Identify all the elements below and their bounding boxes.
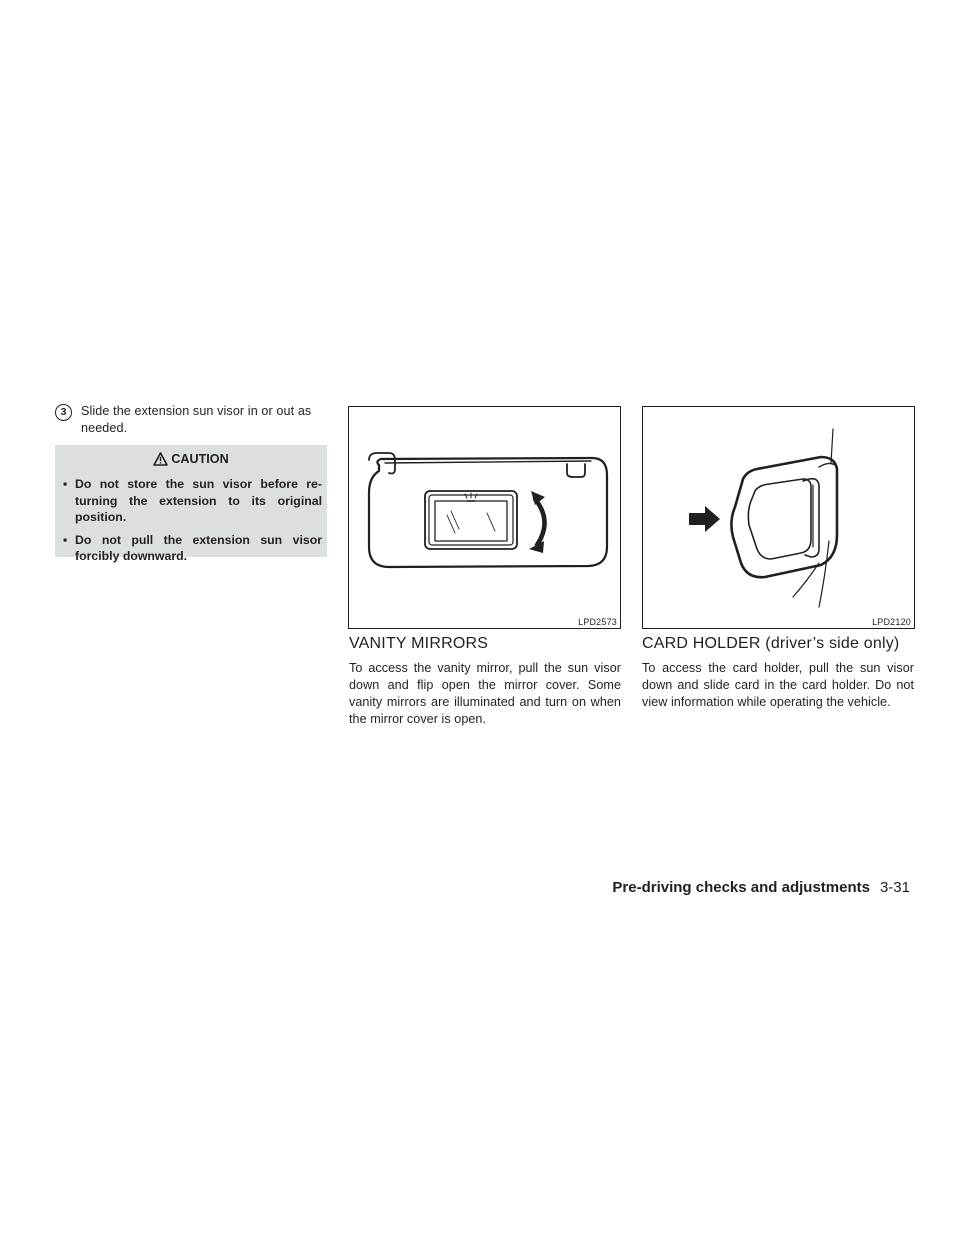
caution-box xyxy=(55,445,327,563)
page-footer xyxy=(612,878,910,898)
bullet-icon: ▪ xyxy=(63,477,68,491)
page-number: 3-31 xyxy=(879,879,910,896)
card-holder-figure xyxy=(642,406,915,629)
step-number-badge: 3 xyxy=(55,404,72,421)
step-3 xyxy=(55,403,327,437)
figure-id: LPD2120 xyxy=(872,617,911,627)
pointer-arrow xyxy=(689,506,720,532)
card-holder-illustration xyxy=(643,407,914,628)
section-body-vanity-mirrors: To access the vanity mirror, pull the sun visor down and flip open the mirror cover. Some vanity mirrors are illuminated and turn on when the mirror cover is open. xyxy=(349,661,621,726)
figure-id: LPD2573 xyxy=(578,617,617,627)
warning-triangle-icon xyxy=(153,452,168,466)
step-3-text: Slide the extension sun visor in or out as needed. xyxy=(81,404,312,435)
caution-item xyxy=(61,532,322,565)
caution-title: CAUTION xyxy=(171,452,229,466)
footer-section-title: Pre-driving checks and adjustments xyxy=(612,879,870,896)
sun-visor-illustration xyxy=(349,407,620,628)
caution-item-text: Do not pull the extension sun visor forcibly downward. xyxy=(75,532,322,563)
caution-heading xyxy=(55,451,327,468)
caution-item xyxy=(61,476,322,526)
vanity-mirror-figure xyxy=(348,406,621,629)
section-body-card-holder: To access the card holder, pull the sun visor down and slide card in the card holder. Do not view information while operating the vehicle. xyxy=(642,661,914,709)
caution-list xyxy=(61,476,322,571)
bullet-icon: ▪ xyxy=(63,532,68,547)
section-heading-vanity-mirrors: VANITY MIRRORS xyxy=(349,635,489,652)
caution-item-text: Do not store the sun visor before re- turning the extension to its original position. xyxy=(75,477,322,524)
section-heading-card-holder: CARD HOLDER (driver’s side only) xyxy=(642,635,900,652)
